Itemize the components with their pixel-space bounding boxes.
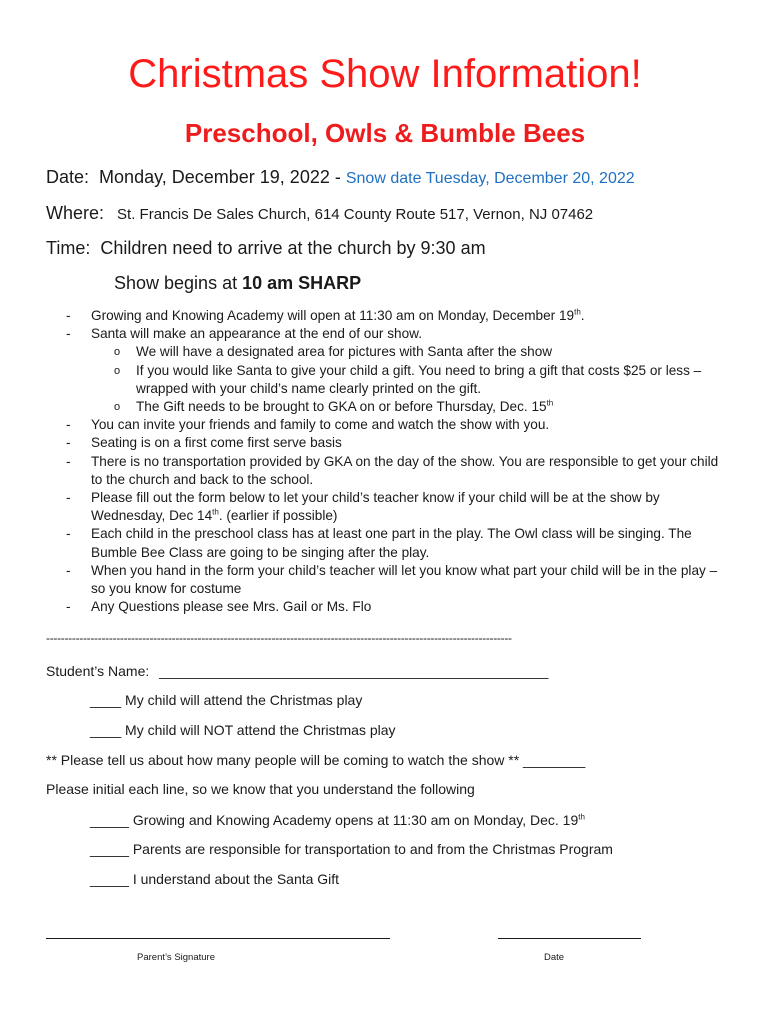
list-item: - When you hand in the form your child’s teacher will let you know what part your child will be in the play – so you know for costume (66, 562, 718, 597)
student-name-field[interactable]: __________________________________________________ (159, 663, 549, 679)
list-item: - Each child in the preschool class has at least one part in the play. The Owl class will be singing. The Bumble Bee Class are going to be singing after the play. (66, 526, 692, 560)
initial-line-3[interactable]: _____ I understand about the Santa Gift (90, 871, 340, 887)
sub-list-item: o If you would like Santa to give your child a gift. You need to bring a gift that costs $25 or less – wrapped with your child’s name clearly printed on the gift. (114, 362, 702, 396)
info-bullet-list (0, 307, 770, 616)
show-begins-line (114, 271, 361, 295)
attend-no-option[interactable]: ____ My child will NOT attend the Christmas play (90, 722, 396, 738)
date-signature-line[interactable] (498, 938, 641, 939)
list-item: - Seating is on a first come first serve basis (66, 435, 342, 451)
sub-list-item: o We will have a designated area for pictures with Santa after the show (114, 344, 553, 360)
list-item: - There is no transportation provided by GKA on the day of the show. You are responsible to get your child to the church and back to the school. (66, 453, 719, 487)
student-name-label: Student’s Name: (46, 663, 150, 679)
initial-line-1[interactable]: _____ Growing and Knowing Academy opens at 11:30 am on Monday, Dec. 19th (90, 812, 585, 828)
snow-date: Snow date Tuesday, December 20, 2022 (345, 170, 635, 187)
page-subtitle: Preschool, Owls & Bumble Bees (184, 118, 586, 148)
time-value: Children need to arrive at the church by 9:30 am (100, 238, 486, 258)
list-item: - Any Questions please see Mrs. Gail or Ms. Flo (66, 599, 372, 615)
time-line (46, 236, 486, 260)
list-item: - Growing and Knowing Academy will open at 11:30 am on Monday, December 19th. (66, 307, 585, 323)
parent-signature-line[interactable] (46, 938, 390, 939)
time-label: Time: (46, 238, 91, 258)
initial-instructions: Please initial each line, so we know that you understand the following (46, 781, 475, 797)
sub-list-item: o The Gift needs to be brought to GKA on or before Thursday, Dec. 15th (114, 398, 554, 415)
date-value: Monday, December 19, 2022 - (99, 167, 341, 187)
date-line (46, 165, 635, 191)
cut-line-divider: ------------------------------------------------------------------------------------------------------------------------------ (46, 631, 512, 645)
student-name-row (46, 663, 548, 679)
show-begins-prefix: Show begins at (114, 273, 238, 293)
initial-line-2[interactable]: _____ Parents are responsible for transportation to and from the Christmas Program (90, 841, 613, 857)
list-item: - Please fill out the form below to let your child’s teacher know if your child will be at the show by Wednesday, Dec 14th. (earlier if possible) (66, 490, 660, 524)
date-label: Date (544, 952, 565, 963)
list-item: - You can invite your friends and family to come and watch the show with you. (66, 417, 550, 433)
people-count-field[interactable]: ** Please tell us about how many people will be coming to watch the show ** ________ (46, 752, 586, 768)
parent-signature-label: Parent’s Signature (137, 952, 215, 963)
show-begins-time: 10 am SHARP (242, 273, 362, 293)
attend-yes-option[interactable]: ____ My child will attend the Christmas play (90, 692, 363, 708)
page-title: Christmas Show Information! (128, 52, 642, 96)
list-item: - Santa will make an appearance at the end of our show. (66, 326, 422, 342)
date-label: Date: (46, 167, 90, 187)
where-line (46, 201, 593, 227)
where-value: St. Francis De Sales Church, 614 County Route 517, Vernon, NJ 07462 (117, 206, 594, 223)
where-label: Where: (46, 203, 105, 223)
